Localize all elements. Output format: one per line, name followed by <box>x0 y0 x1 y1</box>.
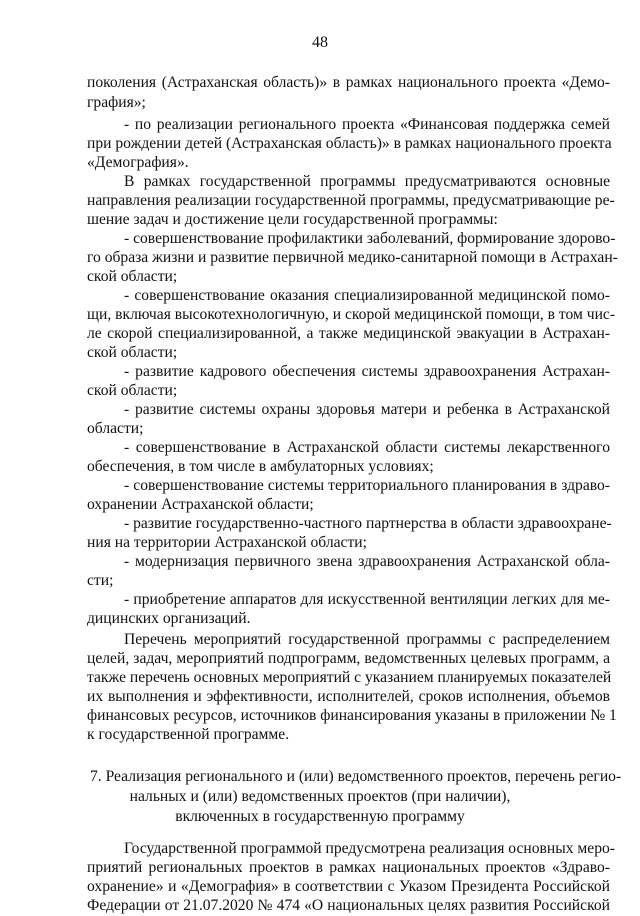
text-line: приятий региональных проектов в рамках национальных проектов «Здраво- <box>87 859 610 876</box>
section-heading-line: 7. Реализация регионального и (или) ведомственного проектов, перечень регио- <box>90 768 622 785</box>
text-line: шение задач и достижение цели государственной программы: <box>87 211 498 228</box>
text-line: - развитие кадрового обеспечения системы здравоохранения Астрахан- <box>124 363 610 380</box>
text-line: охранении Астраханской области; <box>87 496 314 513</box>
text-line: - совершенствование профилактики заболеваний, формирование здорово- <box>124 230 616 247</box>
text-line: - развитие государственно-частного партнерства в области здравоохране- <box>124 515 612 532</box>
text-line: ской области; <box>87 382 178 399</box>
text-line: при рождении детей (Астраханская область)» в рамках национального проекта <box>87 135 612 152</box>
text-line: ской области; <box>87 344 178 361</box>
text-line: - модернизация первичного звена здравоохранения Астраханской обла- <box>124 553 610 570</box>
text-line: сти; <box>87 572 114 589</box>
text-line: Государственной программой предусмотрена реализация основных меро- <box>124 840 615 857</box>
text-line: - совершенствование оказания специализированной медицинской помо- <box>124 287 610 304</box>
text-line: их выполнения и эффективности, исполнителей, сроков исполнения, объемов <box>87 688 610 705</box>
text-line: В рамках государственной программы предусматриваются основные <box>124 173 610 190</box>
text-line: Перечень мероприятий государственной программы с распределением <box>124 631 610 648</box>
page-number: 48 <box>312 34 328 51</box>
text-line: Федерации от 21.07.2020 № 474 «О национальных целях развития Российской <box>87 897 610 914</box>
text-line: го образа жизни и развитие первичной медико-санитарной помощи в Астрахан- <box>87 249 618 266</box>
text-line: - приобретение аппаратов для искусственной вентиляции легких для ме- <box>124 591 610 608</box>
text-line: к государственной программе. <box>87 726 290 743</box>
text-line: ле скорой специализированной, а также медицинской эвакуации в Астрахан- <box>87 325 610 342</box>
text-line: области; <box>87 420 144 437</box>
text-line: поколения (Астраханская область)» в рамках национального проекта «Демо- <box>87 74 610 91</box>
text-line: целей, задач, мероприятий подпрограмм, ведомственных целевых программ, а <box>87 650 610 667</box>
text-line: финансовых ресурсов, источников финансирования указаны в приложении № 1 <box>87 707 617 724</box>
text-line: - развитие системы охраны здоровья матери и ребенка в Астраханской <box>124 401 610 418</box>
text-line: щи, включая высокотехнологичную, и скорой медицинской помощи, в том чис- <box>87 306 616 323</box>
text-line: дицинских организаций. <box>87 610 251 627</box>
text-line: - по реализации регионального проекта «Финансовая поддержка семей <box>124 116 610 133</box>
text-line: также перечень основных мероприятий с указанием планируемых показателей <box>87 669 612 686</box>
text-line: направления реализации государственной программы, предусматривающие ре- <box>87 192 615 209</box>
text-line: обеспечения, в том числе в амбулаторных условиях; <box>87 458 434 475</box>
text-line: ской области; <box>87 268 178 285</box>
text-line: ния на территории Астраханской области; <box>87 534 367 551</box>
section-heading-line: нальных и (или) ведомственных проектов (при наличии), <box>129 788 511 805</box>
text-line: «Демография». <box>87 154 189 171</box>
text-line: - совершенствование в Астраханской области системы лекарственного <box>124 439 610 456</box>
text-line: охранение» и «Демография» в соответствии с Указом Президента Российской <box>87 878 610 895</box>
text-line: графия»; <box>87 94 146 111</box>
section-heading-line: включенных в государственную программу <box>175 808 465 825</box>
text-line: - совершенствование системы территориального планирования в здраво- <box>124 477 610 494</box>
